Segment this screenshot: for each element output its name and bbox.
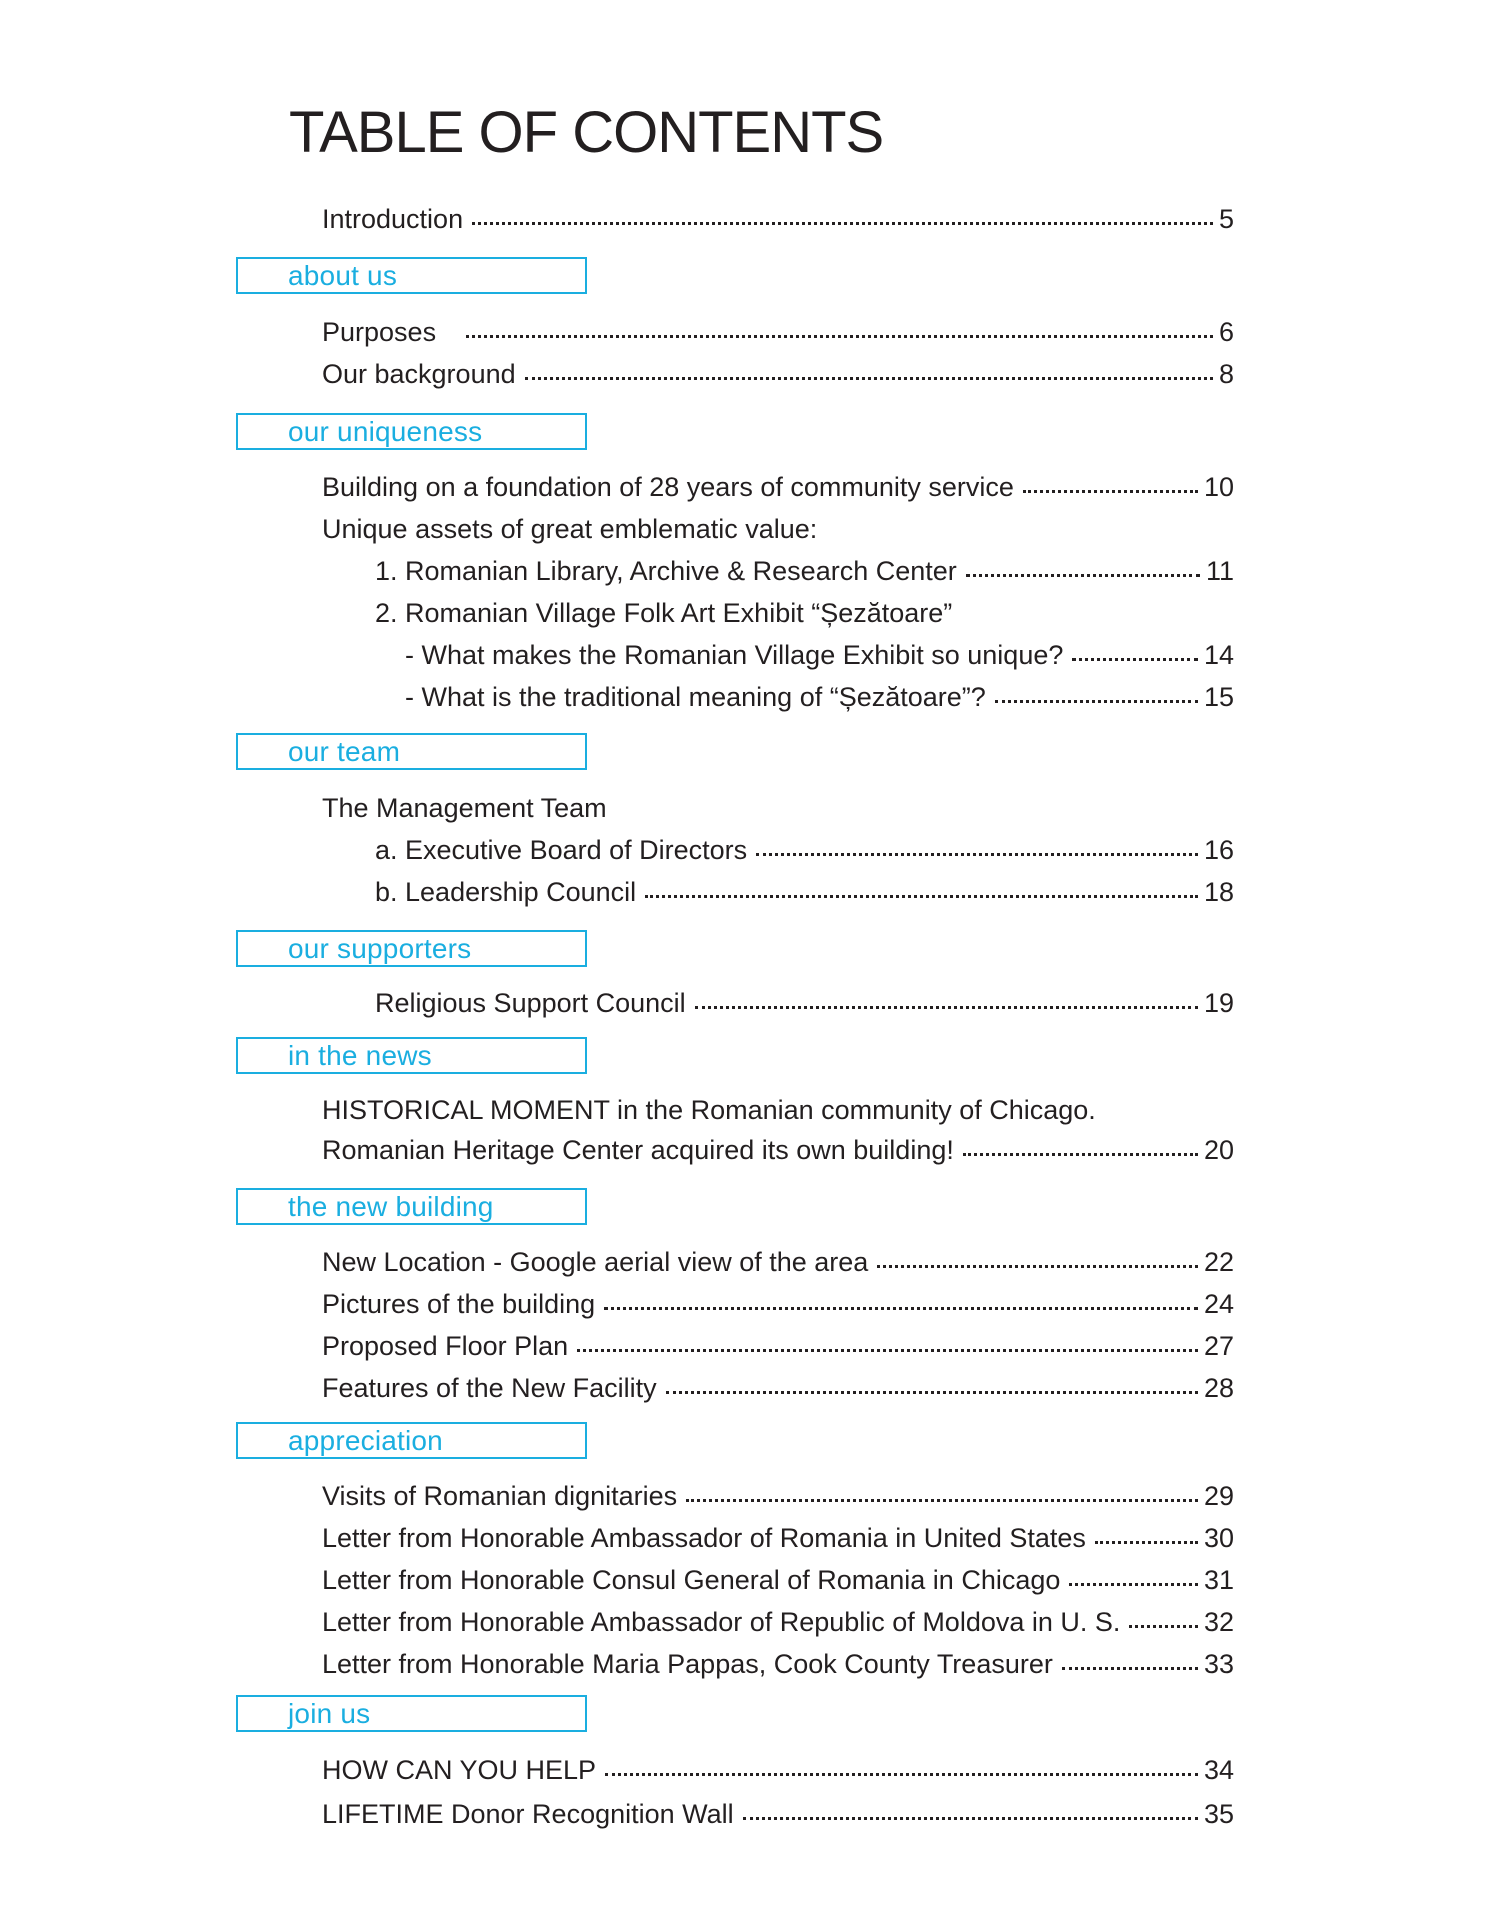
toc-entry-page: 33 (1203, 1649, 1234, 1679)
toc-entry-page: 19 (1203, 988, 1234, 1018)
toc-entry-purposes[interactable] (322, 314, 1234, 350)
dot-leader (963, 1153, 1198, 1156)
toc-entry-label: Letter from Honorable Ambassador of Romania in United States (322, 1523, 1086, 1553)
section-heading-label: our supporters (288, 933, 472, 964)
dot-leader (877, 1265, 1198, 1268)
toc-entry-page: 35 (1203, 1799, 1234, 1829)
section-heading-appreciation (236, 1422, 587, 1459)
dot-leader (666, 1391, 1198, 1394)
section-heading-new-building (236, 1188, 587, 1225)
toc-entry-label: Building on a foundation of 28 years of community service (322, 472, 1014, 502)
toc-entry-label: Purposes (322, 317, 437, 347)
dot-leader (1023, 490, 1198, 493)
toc-entry-label: HISTORICAL MOMENT in the Romanian community of Chicago. (322, 1095, 1096, 1125)
toc-entry-romanian-library[interactable] (375, 553, 1234, 589)
toc-entry-historical-moment (322, 1092, 1096, 1128)
toc-entry-label: a. Executive Board of Directors (375, 835, 748, 865)
toc-entry-page: 27 (1203, 1331, 1234, 1361)
toc-entry-exhibit-unique[interactable] (405, 637, 1234, 673)
toc-entry-label: b. Leadership Council (375, 877, 637, 907)
toc-entry-page: 15 (1203, 682, 1234, 712)
dot-leader (695, 1006, 1198, 1009)
toc-entry-village-exhibit (375, 595, 952, 631)
toc-entry-page: 5 (1218, 204, 1234, 234)
toc-entry-label: Visits of Romanian dignitaries (322, 1481, 678, 1511)
toc-entry-page: 30 (1203, 1523, 1234, 1553)
toc-entry-label: Religious Support Council (375, 988, 686, 1018)
dot-leader (966, 574, 1200, 577)
toc-entry-page: 29 (1203, 1481, 1234, 1511)
toc-entry-page: 24 (1203, 1289, 1234, 1319)
toc-entry-page: 11 (1205, 556, 1234, 586)
toc-entry-page: 20 (1203, 1135, 1234, 1165)
toc-entry-community-service[interactable] (322, 469, 1234, 505)
section-heading-label: about us (288, 260, 398, 291)
toc-entry-label: Letter from Honorable Maria Pappas, Cook County Treasurer (322, 1649, 1053, 1679)
toc-entry-management-team (322, 790, 607, 826)
dot-leader (1069, 1583, 1198, 1586)
dot-leader (1129, 1625, 1198, 1628)
section-heading-label: join us (288, 1698, 371, 1729)
toc-entry-facility-features[interactable] (322, 1370, 1234, 1406)
toc-entry-donor-wall[interactable] (322, 1796, 1234, 1832)
toc-entry-letter-ambassador-romania[interactable] (322, 1520, 1234, 1556)
dot-leader (756, 853, 1198, 856)
toc-entry-label: Our background (322, 359, 516, 389)
toc-entry-introduction[interactable] (322, 201, 1234, 237)
toc-entry-page: 34 (1203, 1755, 1234, 1785)
toc-entry-religious-support[interactable] (375, 985, 1234, 1021)
toc-entry-label: New Location - Google aerial view of the area (322, 1247, 869, 1277)
toc-entry-label: Letter from Honorable Consul General of Romania in Chicago (322, 1565, 1061, 1595)
toc-entry-sezatoare-meaning[interactable] (405, 679, 1234, 715)
dot-leader (743, 1817, 1198, 1820)
toc-entry-label: HOW CAN YOU HELP (322, 1755, 597, 1785)
toc-entry-page: 14 (1203, 640, 1234, 670)
dot-leader (645, 895, 1198, 898)
toc-entry-page: 16 (1203, 835, 1234, 865)
dot-leader (525, 377, 1213, 380)
toc-entry-page: 32 (1203, 1607, 1234, 1637)
section-heading-label: our uniqueness (288, 416, 483, 447)
toc-entry-label: Introduction (322, 204, 464, 234)
toc-entry-our-background[interactable] (322, 356, 1234, 392)
section-heading-our-supporters (236, 930, 587, 967)
dot-leader (577, 1349, 1198, 1352)
toc-entry-label: Unique assets of great emblematic value: (322, 514, 818, 544)
toc-entry-executive-board[interactable] (375, 832, 1234, 868)
dot-leader (1072, 658, 1198, 661)
dot-leader (995, 700, 1198, 703)
section-heading-our-uniqueness (236, 413, 587, 450)
toc-entry-label: Proposed Floor Plan (322, 1331, 569, 1361)
toc-entry-label: Letter from Honorable Ambassador of Republic of Moldova in U. S. (322, 1607, 1121, 1637)
section-heading-our-team (236, 733, 587, 770)
toc-entry-building-pictures[interactable] (322, 1286, 1234, 1322)
toc-entry-page: 18 (1203, 877, 1234, 907)
toc-entry-label: The Management Team (322, 793, 607, 823)
toc-entry-label: Romanian Heritage Center acquired its own building! (322, 1135, 954, 1165)
toc-entry-dignitaries[interactable] (322, 1478, 1234, 1514)
dot-leader (604, 1307, 1198, 1310)
toc-entry-label: - What is the traditional meaning of “Șezătoare”? (405, 682, 986, 712)
section-heading-label: our team (288, 736, 401, 767)
toc-entry-page: 8 (1218, 359, 1234, 389)
toc-entry-letter-consul-general[interactable] (322, 1562, 1234, 1598)
section-heading-join-us (236, 1695, 587, 1732)
toc-entry-new-location[interactable] (322, 1244, 1234, 1280)
toc-entry-letter-ambassador-moldova[interactable] (322, 1604, 1234, 1640)
section-heading-label: the new building (288, 1191, 494, 1222)
dot-leader (605, 1773, 1198, 1776)
toc-entry-heritage-building[interactable] (322, 1132, 1234, 1168)
page-title: TABLE OF CONTENTS (289, 100, 884, 165)
toc-entry-label: - What makes the Romanian Village Exhibit so unique? (405, 640, 1064, 670)
toc-entry-label: Features of the New Facility (322, 1373, 657, 1403)
section-heading-label: in the news (288, 1040, 432, 1071)
section-heading-in-the-news (236, 1037, 587, 1074)
toc-entry-leadership-council[interactable] (375, 874, 1234, 910)
toc-entry-label: 1. Romanian Library, Archive & Research Center (375, 556, 957, 586)
toc-entry-unique-assets (322, 511, 817, 547)
toc-entry-letter-maria-pappas[interactable] (322, 1646, 1234, 1682)
toc-entry-label: Pictures of the building (322, 1289, 596, 1319)
toc-entry-page: 10 (1203, 472, 1234, 502)
toc-entry-how-can-you-help[interactable] (322, 1752, 1234, 1788)
toc-entry-label: 2. Romanian Village Folk Art Exhibit “Șezătoare” (375, 598, 953, 628)
dot-leader (472, 222, 1213, 225)
dot-leader (1095, 1541, 1198, 1544)
toc-entry-label: LIFETIME Donor Recognition Wall (322, 1799, 734, 1829)
dot-leader (1062, 1667, 1198, 1670)
toc-entry-page: 28 (1203, 1373, 1234, 1403)
toc-entry-page: 6 (1218, 317, 1234, 347)
section-heading-label: appreciation (288, 1425, 443, 1456)
dot-leader (466, 335, 1213, 338)
dot-leader (686, 1499, 1198, 1502)
toc-entry-page: 31 (1203, 1565, 1234, 1595)
section-heading-about-us (236, 257, 587, 294)
toc-entry-page: 22 (1203, 1247, 1234, 1277)
toc-entry-floor-plan[interactable] (322, 1328, 1234, 1364)
